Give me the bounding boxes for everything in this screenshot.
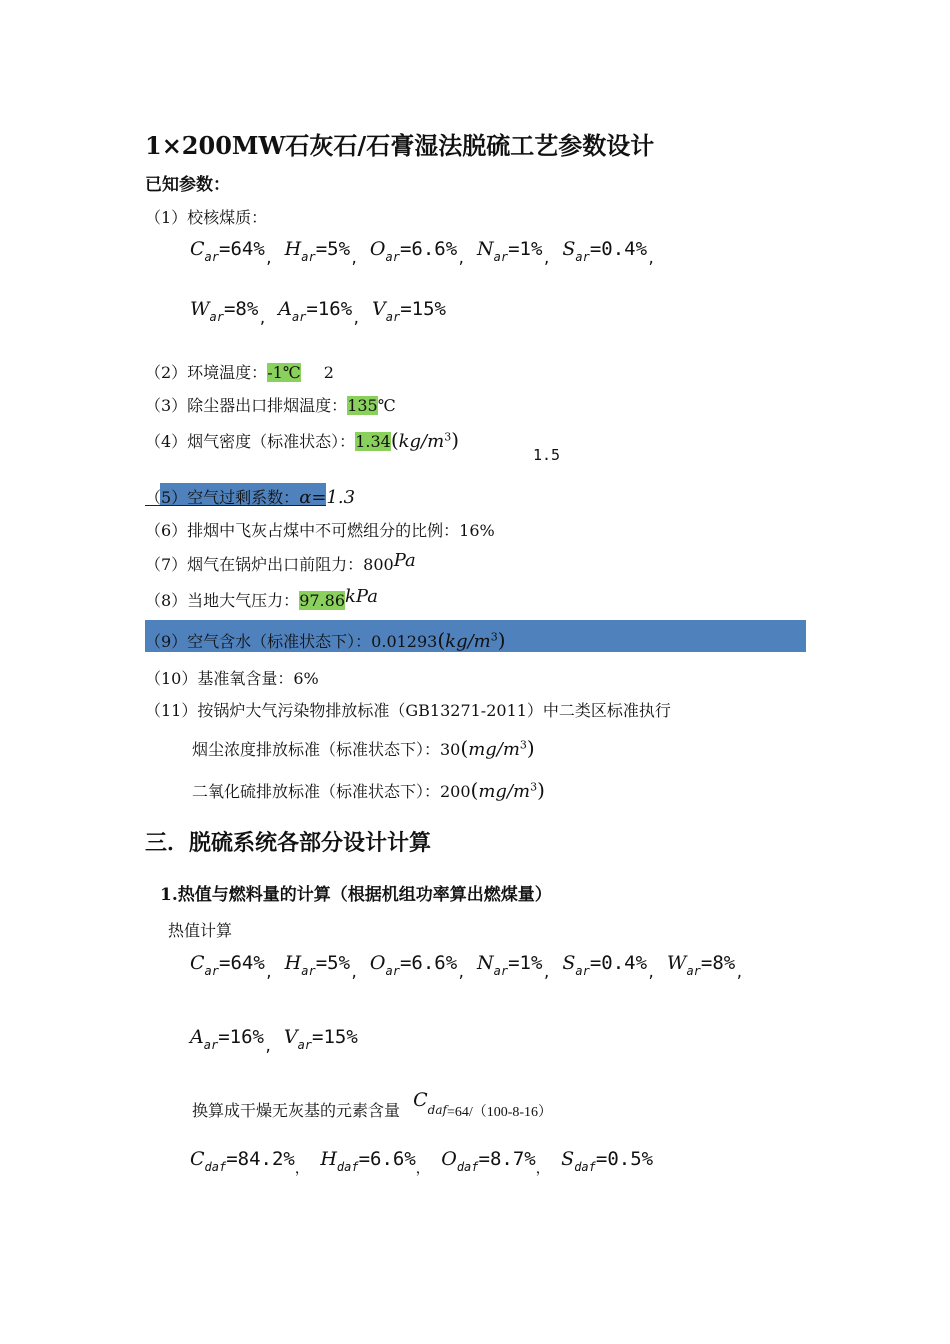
param-7: （7）烟气在锅炉出口前阻力：800Pa xyxy=(145,550,416,574)
known-parameters-heading: 已知参数： xyxy=(145,175,230,195)
param-5: （5）空气过剩系数：α=1.3 xyxy=(145,487,356,508)
param-4: （4）烟气密度（标准状态）：$1.34(kg/m^3)$ xyxy=(145,428,459,452)
param-2: （2）环境温度：-1℃ 2 xyxy=(145,363,334,382)
subsection-1-heading: 1.热值与燃料量的计算（根据机组功率算出燃煤量） xyxy=(160,885,552,905)
section-3-heading: 三．脱硫系统各部分设计计算 xyxy=(145,830,432,856)
ambient-temp-value: -1℃ xyxy=(267,363,301,382)
param-1-label: （1）校核煤质： xyxy=(145,208,268,227)
heat-calc-label: 热值计算 xyxy=(168,921,233,940)
coal-formula-row-1: $C_{ar}=64\%_,$ $H_{ar}=5\%_,$ $O_{ar}=6.6\%_,$ $N_{ar}=1\%_,$ $S_{ar}=0.4\%_,$ xyxy=(190,238,656,267)
param-6: （6）排烟中飞灰占煤中不可燃组分的比例：16% xyxy=(145,521,495,540)
param-10: （10）基准氧含量：6% xyxy=(145,669,319,688)
heat-formula-row-1: $C_{ar}=64\%_,$ $H_{ar}=5\%_,$ $O_{ar}=6.6\%_,$ $N_{ar}=1\%_,$ $S_{ar}=0.4\%_,$ $W_{ar}=8\%_,$ xyxy=(190,952,744,981)
daf-conversion: 换算成干燥无灰基的元素含量 Cdaf=64/（100-8-16） xyxy=(192,1089,553,1120)
flue-density-note: 1.5 xyxy=(533,446,561,464)
param-8: （8）当地大气压力：97.86kPa xyxy=(145,586,378,610)
dust-standard: 烟尘浓度排放标准（标准状态下）：$30(mg/m^3)$ xyxy=(192,736,535,760)
coal-formula-row-2: $W_{ar}=8\%_,$ $A_{ar}=16\%_,$ $V_{ar}=15\%$ xyxy=(190,298,446,327)
page-title: 1×200MW石灰石/石膏湿法脱硫工艺参数设计 xyxy=(145,131,655,160)
param-9: （9）空气含水（标准状态下）：$0.01293(kg/m^3)$ xyxy=(145,628,506,652)
daf-results: $C_{daf}=84.2\%_,$ $H_{daf}=6.6\%_,$ $O_{daf}=8.7\%_,$ $S_{daf}=0.5\%$ xyxy=(190,1148,654,1177)
flue-density-value: 1.34 xyxy=(355,432,391,451)
heat-formula-row-2: $A_{ar}=16\%_,$ $V_{ar}=15\%$ xyxy=(190,1026,358,1055)
ambient-temp-note: 2 xyxy=(323,363,334,382)
so2-standard: 二氧化硫排放标准（标准状态下）：$200(mg/m^3)$ xyxy=(192,778,545,802)
flue-temp-value: 135 xyxy=(347,396,378,415)
param-11: （11）按锅炉大气污染物排放标准（GB13271-2011）中二类区标准执行 xyxy=(145,701,671,720)
atm-pressure-value: 97.86 xyxy=(299,591,345,610)
param-3: （3）除尘器出口排烟温度：135℃ xyxy=(145,396,396,415)
